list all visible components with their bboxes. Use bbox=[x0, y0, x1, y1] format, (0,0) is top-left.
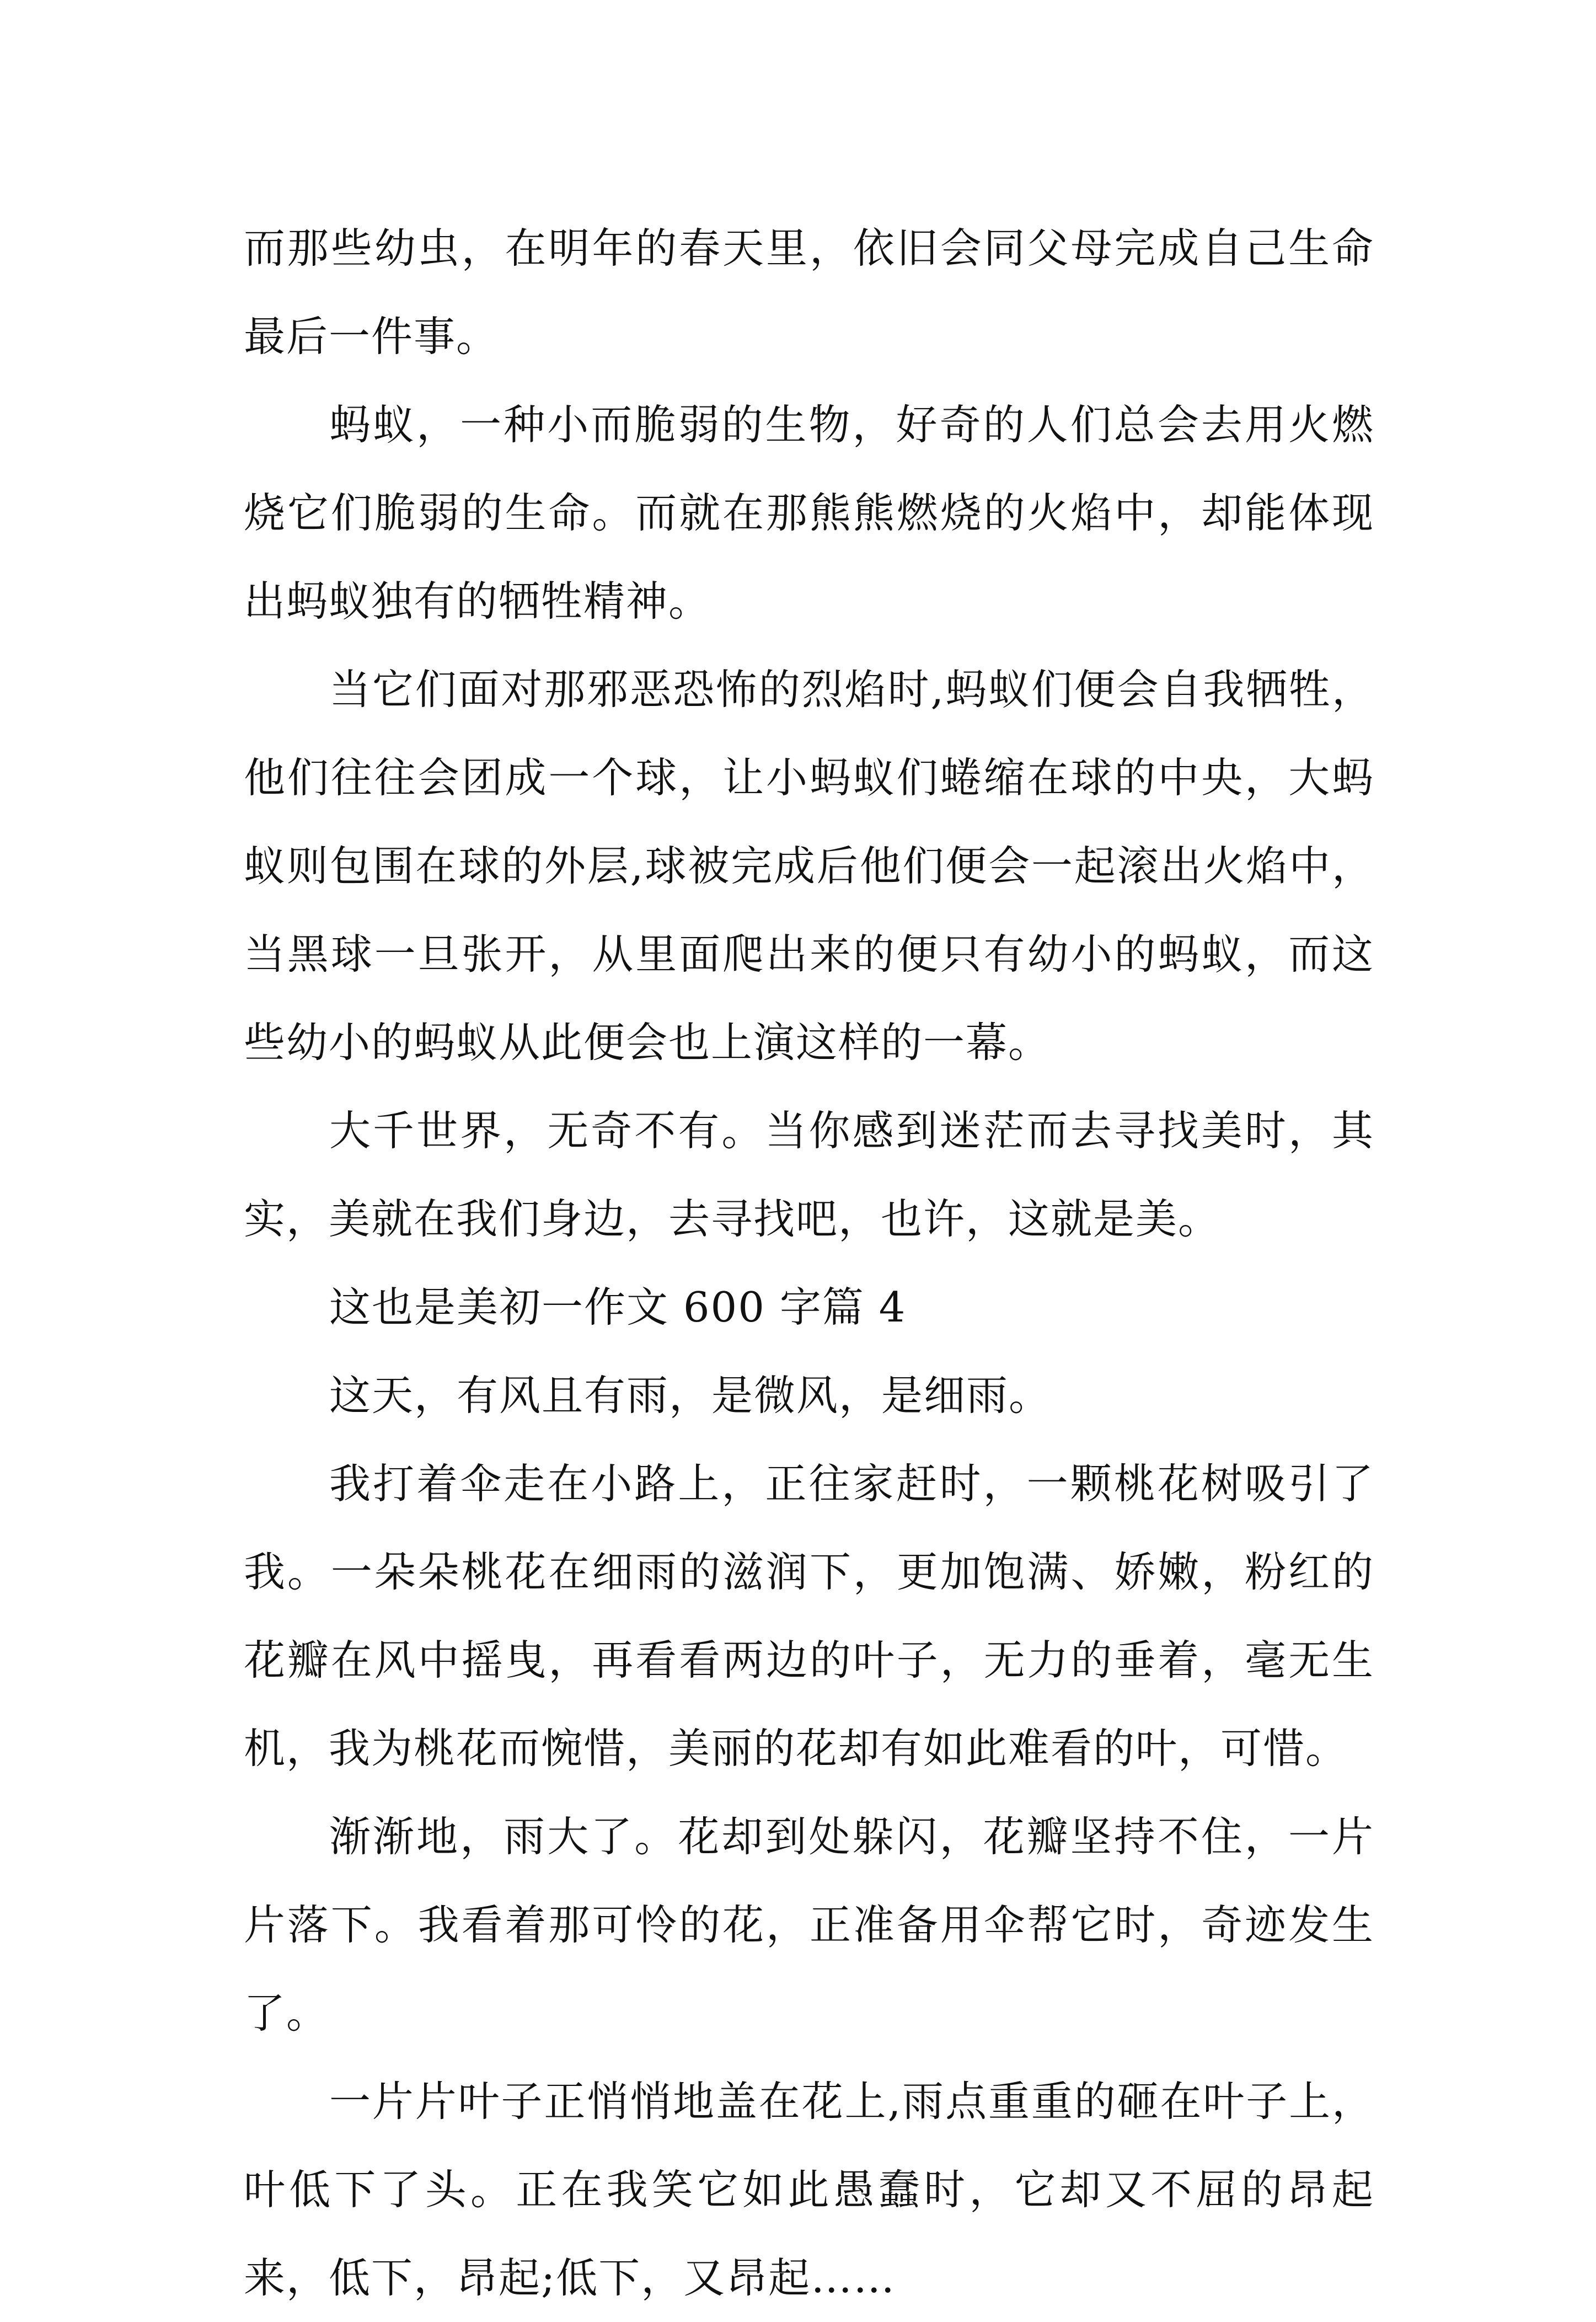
paragraph: 大千世界，无奇不有。当你感到迷茫而去寻找美时，其实，美就在我们身边，去寻找吧，也许，这就是美。 bbox=[244, 1106, 1374, 1243]
document-body bbox=[244, 204, 1374, 2322]
section-heading: 这也是美初一作文 600 字篇 4 bbox=[329, 1283, 907, 1331]
paragraph: 一片片叶子正悄悄地盖在花上,雨点重重的砸在叶子上，叶低下了头。正在我笑它如此愚蠢时，它却又不屈的昂起来，低下，昂起;低下，又昂起…… bbox=[244, 2077, 1374, 2302]
paragraph: 这天，有风且有雨，是微风，是细雨。 bbox=[329, 1371, 1052, 1420]
paragraph: 我打着伞走在小路上，正往家赶时，一颗桃花树吸引了我。一朵朵桃花在细雨的滋润下，更加饱满、娇嫩，粉红的花瓣在风中摇曳，再看看两边的叶子，无力的垂着，毫无生机，我为桃花而惋惜，美丽的花却有如此难看的叶，可惜。 bbox=[244, 1459, 1374, 1773]
paragraph: 渐渐地，雨大了。花却到处躲闪，花瓣坚持不住，一片片落下。我看着那可怜的花，正准备用伞帮它时，奇迹发生了。 bbox=[244, 1812, 1374, 2037]
paragraph: 当它们面对那邪恶恐怖的烈焰时,蚂蚁们便会自我牺牲，他们往往会团成一个球，让小蚂蚁们蜷缩在球的中央，大蚂蚁则包围在球的外层,球被完成后他们便会一起滚出火焰中，当黑球一旦张开，从里面爬出来的便只有幼小的蚂蚁，而这些幼小的蚂蚁从此便会也上演这样的一幕。 bbox=[244, 665, 1374, 1067]
paragraph: 而那些幼虫，在明年的春天里，依旧会同父母完成自己生命最后一件事。 bbox=[244, 224, 1374, 361]
paragraph: 蚂蚁，一种小而脆弱的生物，好奇的人们总会去用火燃烧它们脆弱的生命。而就在那熊熊燃烧的火焰中，却能体现出蚂蚁独有的牺牲精神。 bbox=[244, 400, 1374, 625]
